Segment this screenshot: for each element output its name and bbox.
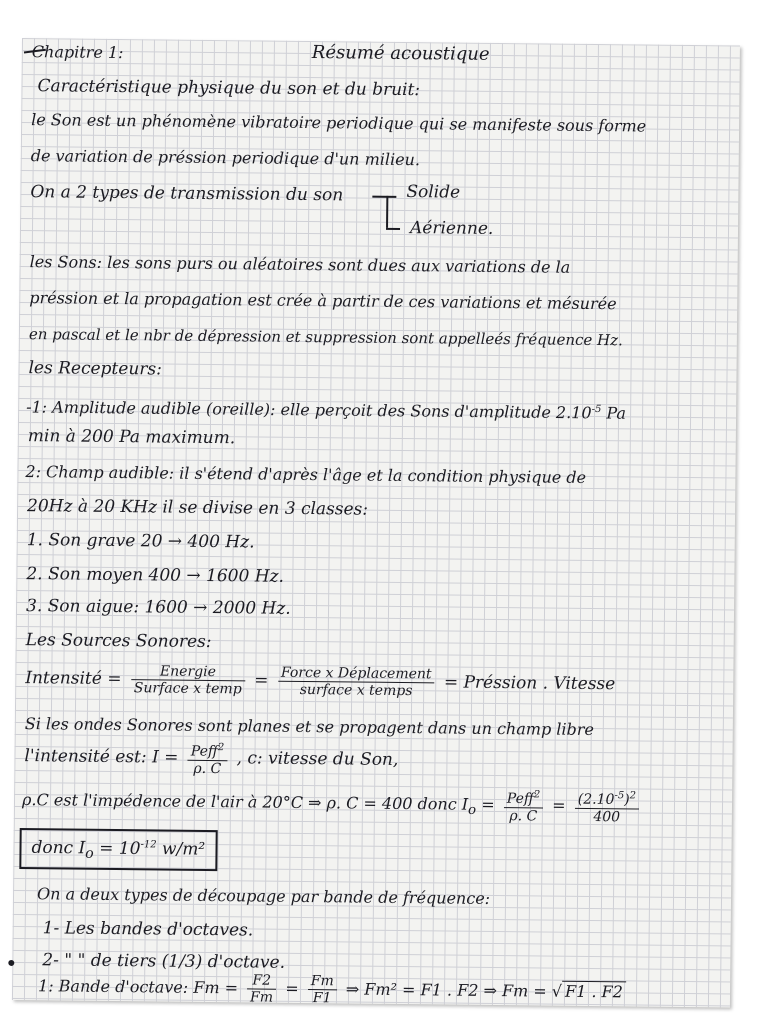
- line-sources: Les Sources Sonores:: [25, 630, 212, 653]
- fraction-force: [278, 665, 435, 700]
- fraction-f2-fm: [247, 972, 276, 1005]
- arrow-top: [372, 196, 396, 198]
- amplitude-exponent: -5: [591, 403, 602, 416]
- fm-eq2: =: [285, 978, 299, 998]
- line-definition-1: le Son est un phénomène vibratoire periodique qui se manifeste sous forme: [31, 110, 647, 136]
- impedance-eq2: =: [552, 795, 566, 815]
- line-son-moyen: 2. Son moyen 400 → 1600 Hz.: [26, 564, 285, 587]
- line-son-grave: 1. Son grave 20 → 400 Hz.: [26, 530, 255, 553]
- intensite-label: Intensité =: [25, 668, 122, 690]
- line-sons-2: préssion et la propagation est crée à partir de ces variations et mésurée: [29, 288, 617, 314]
- formula-intensite: Intensité = $\frac{\text{Energie}}{\text{Surface x temp}}$ = $\frac{\text{Force x Déplacement}}{\text{surface x temps}}$ = Préssion . Vitesse: [25, 663, 616, 700]
- impedance-text: ρ.C est l'impédence de l'air à 20°C ⇒ ρ. C = 400 donc I: [21, 790, 469, 814]
- arrow-bottom: [386, 228, 400, 230]
- line-definition-2: de variation de préssion periodique d'un milieu.: [30, 146, 421, 170]
- fm-derivation: ⇒ Fm² = F1 . F2 ⇒ Fm =: [345, 979, 547, 1001]
- amplitude-unit: Pa: [606, 403, 627, 423]
- fraction-numeric: [575, 788, 640, 825]
- fm-eq: Fm =: [193, 977, 239, 998]
- line-champ-range: 20Hz à 20 KHz il se divise en 3 classes:: [26, 496, 369, 520]
- fm-den: Fm: [249, 989, 274, 1006]
- fraction-fm-f1: [308, 973, 337, 1006]
- peff2-num-text: Peff: [506, 790, 534, 808]
- amplitude-text: -1: Amplitude audible (oreille): elle perçoit des Sons d'amplitude 2.10: [26, 397, 592, 423]
- vitesse-note: , c: vitesse du Son,: [236, 748, 399, 770]
- result-label: donc I: [31, 837, 86, 859]
- line-decoupage: On a deux types de découpage par bande de fréquence:: [36, 884, 491, 908]
- result-exp: -12: [140, 839, 157, 851]
- line-amplitude: [26, 394, 626, 424]
- intensite-result: = Préssion . Vitesse: [443, 672, 616, 695]
- numeric-end: ): [624, 792, 630, 809]
- bande-label: 1: Bande d'octave:: [37, 976, 189, 997]
- chapter-label: Chapitre 1:: [31, 42, 124, 63]
- line-amplitude-max: min à 200 Pa maximum.: [27, 426, 236, 449]
- impedance-eq: =: [481, 794, 495, 814]
- line-caracteristique: Caractéristique physique du son et du bruit:: [37, 76, 421, 101]
- energie-den: Surface x temp: [133, 680, 242, 698]
- page-title: Résumé acoustique: [311, 42, 490, 65]
- numeric-num: $(2.10^{-5})^2$: [575, 788, 639, 809]
- peff2-num: Peff$^2$: [504, 787, 544, 808]
- line-sons-1: les Sons: les sons purs ou aléatoires sont dues aux variations de la: [29, 252, 571, 277]
- result-value: = 10: [99, 838, 141, 859]
- peff-den: ρ. C: [193, 760, 222, 777]
- line-sons-3: en pascal et le nbr de dépression et suppression sont appelleés fréquence Hz.: [28, 325, 623, 350]
- line-son-aigue: 3. Son aigue: 1600 → 2000 Hz.: [25, 596, 291, 619]
- transmission-aerienne: Aérienne.: [409, 218, 494, 239]
- result-sub: o: [85, 845, 94, 862]
- fraction-peff-2: [504, 787, 544, 824]
- impedance-sub: o: [467, 802, 477, 818]
- peff-num: Peff$^2$: [188, 740, 228, 761]
- transmission-solide: Solide: [406, 182, 461, 203]
- numeric-exp: -5: [614, 790, 625, 802]
- fraction-energie: [131, 663, 245, 697]
- line-ondes: Si les ondes Sonores sont planes et se propagent dans un champ libre: [24, 714, 595, 740]
- f1-den: F1: [312, 990, 332, 1007]
- peff2-den: ρ. C: [509, 807, 538, 825]
- sqrt-f1f2: F1 . F2: [562, 981, 626, 1002]
- numeric-num-text: (2.10: [577, 791, 615, 809]
- line-champ-audible: 2: Champ audible: il s'étend d'après l'âge et la condition physique de: [25, 462, 587, 487]
- result-unit: w/m²: [161, 839, 206, 860]
- fraction-peff: [188, 740, 228, 777]
- force-den: surface x temps: [299, 681, 413, 700]
- f2-num: F2: [247, 972, 276, 989]
- fm-num: Fm: [308, 973, 337, 990]
- notebook-page: [12, 38, 740, 1007]
- intensite-libre-label: l'intensité est: I =: [24, 746, 179, 768]
- line-tiers-octave: 2- " " de tiers (1/3) d'octave.: [42, 950, 286, 973]
- brace-arrow: [386, 196, 388, 228]
- line-octaves: 1- Les bandes d'octaves.: [42, 918, 254, 941]
- energie-num: Energie: [131, 663, 245, 681]
- peff-num-text: Peff: [190, 743, 218, 760]
- line-recepteurs: les Recepteurs:: [28, 358, 163, 380]
- boxed-result: [19, 828, 217, 871]
- formula-impedance: [22, 778, 643, 829]
- force-num: Force x Déplacement: [278, 665, 435, 684]
- line-transmission: On a 2 types de transmission du son: [30, 182, 344, 206]
- formula-bande-octave: 1: Bande d'octave: Fm = $\frac{F2}{Fm}$ = $\frac{Fm}{F1}$ ⇒ Fm² = F1 . F2 ⇒ Fm = √ F1 . F2: [38, 966, 626, 1012]
- formula-intensite-libre: [24, 734, 398, 782]
- margin-bullet: [8, 960, 14, 966]
- numeric-den: 400: [593, 808, 621, 826]
